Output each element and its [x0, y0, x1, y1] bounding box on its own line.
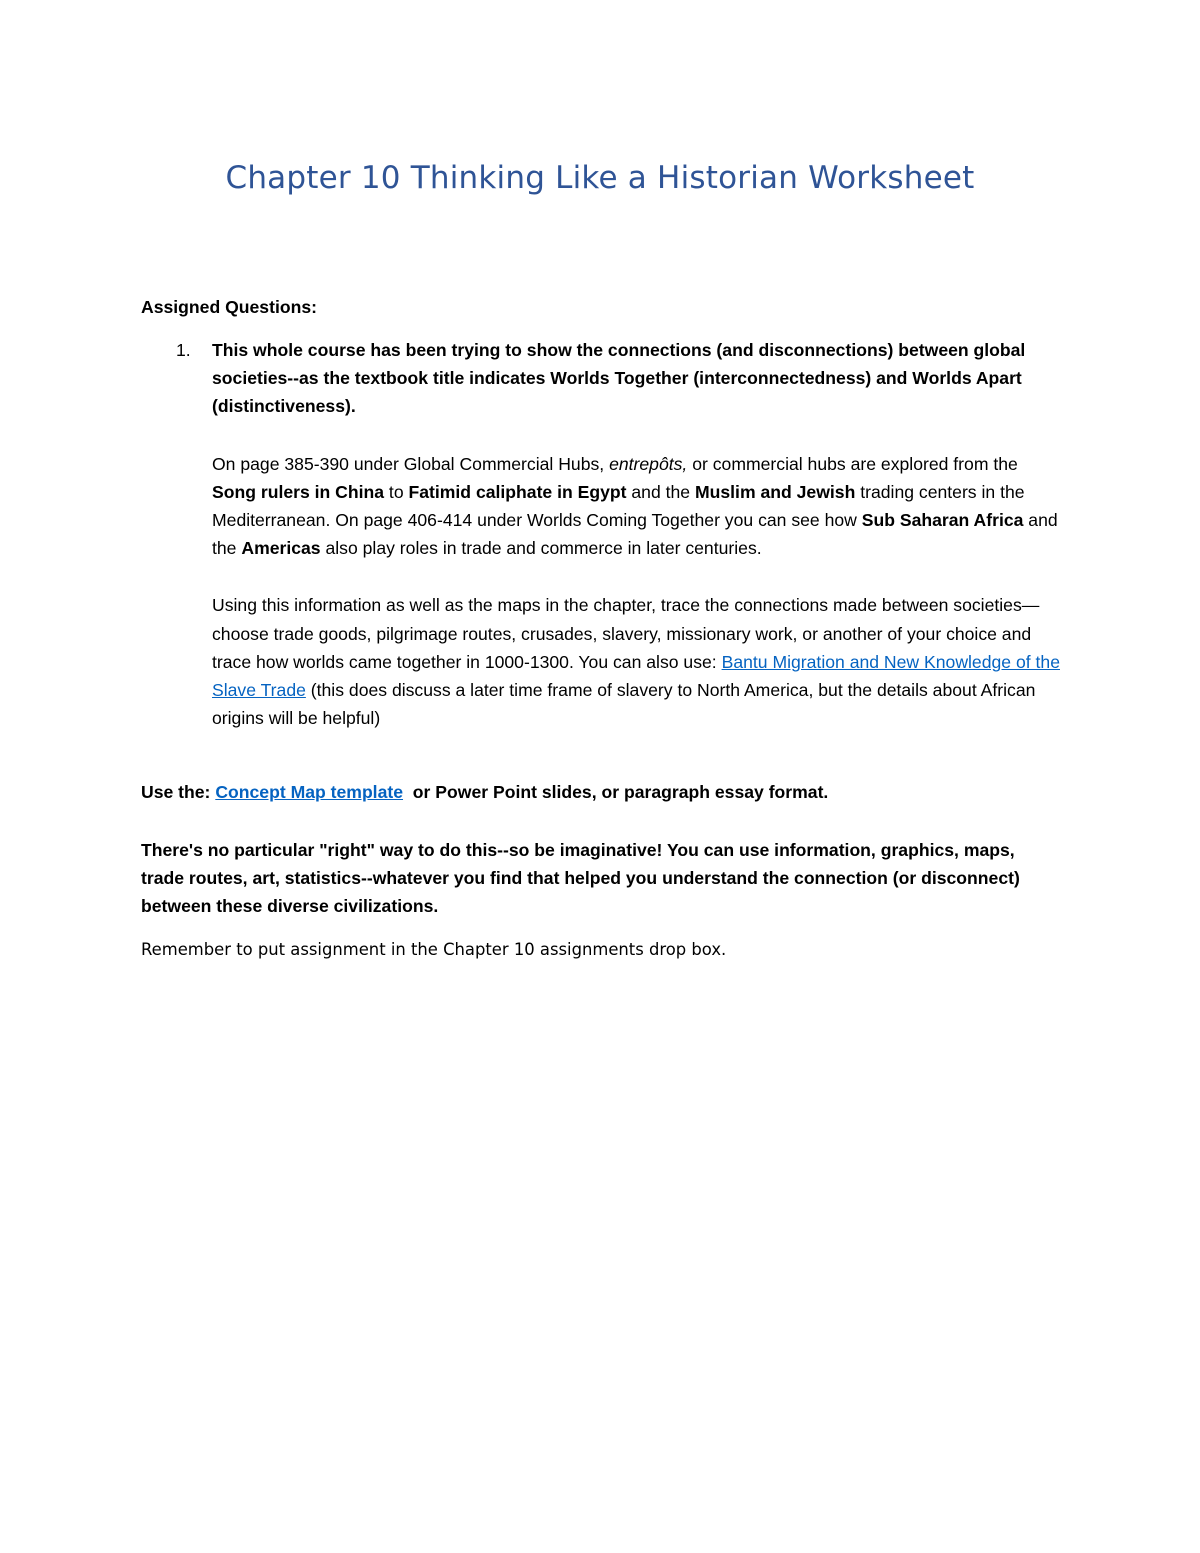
question-list	[141, 336, 1061, 732]
bantu-migration-link[interactable]: Bantu Migration and New Knowledge of the Slave Trade	[212, 651, 1060, 701]
question-1-connections-paragraph: Using this information as well as the maps in the chapter, trace the connections made between societies—choose trade goods, pilgrimage routes, crusades, slavery, missionary work, or another of your choice and trace how worlds came together in 1000-1300. You can also use: Bantu Migration and New Knowledge of the Slave Trade (this does discuss a later time frame of slavery to North America, but the details about African origins will be helpful)	[212, 595, 1060, 729]
concept-map-template-link[interactable]: Concept Map template	[215, 782, 404, 802]
question-1-intro: This whole course has been trying to show the connections (and disconnections) between global societies--as the textbook title indicates Worlds Together (interconnectedness) and Worlds Apart (distinctiveness).	[212, 340, 1026, 417]
dropbox-reminder: Remember to put assignment in the Chapter 10 assignments drop box.	[141, 940, 727, 959]
question-number: 1.	[176, 340, 191, 360]
page-title: Chapter 10 Thinking Like a Historian Worksheet	[225, 160, 975, 196]
format-instructions: Use the: Concept Map template or Power Point slides, or paragraph essay format.	[141, 782, 829, 802]
assigned-questions-heading: Assigned Questions:	[141, 297, 317, 317]
creativity-note: There's no particular "right" way to do this--so be imaginative! You can use information, graphics, maps, trade routes, art, statistics--whatever you find that helped you understand the connection (or disconnect) between these diverse civilizations.	[141, 840, 1020, 917]
question-1-hubs-paragraph: On page 385-390 under Global Commercial Hubs, entrepôts, or commercial hubs are explored from the Song rulers in China to Fatimid caliphate in Egypt and the Muslim and Jewish trading centers in the Mediterranean. On page 406-414 under Worlds Coming Together you can see how Sub Saharan Africa and the Americas also play roles in trade and commerce in later centuries.	[212, 453, 1058, 559]
question-1	[212, 336, 1061, 732]
